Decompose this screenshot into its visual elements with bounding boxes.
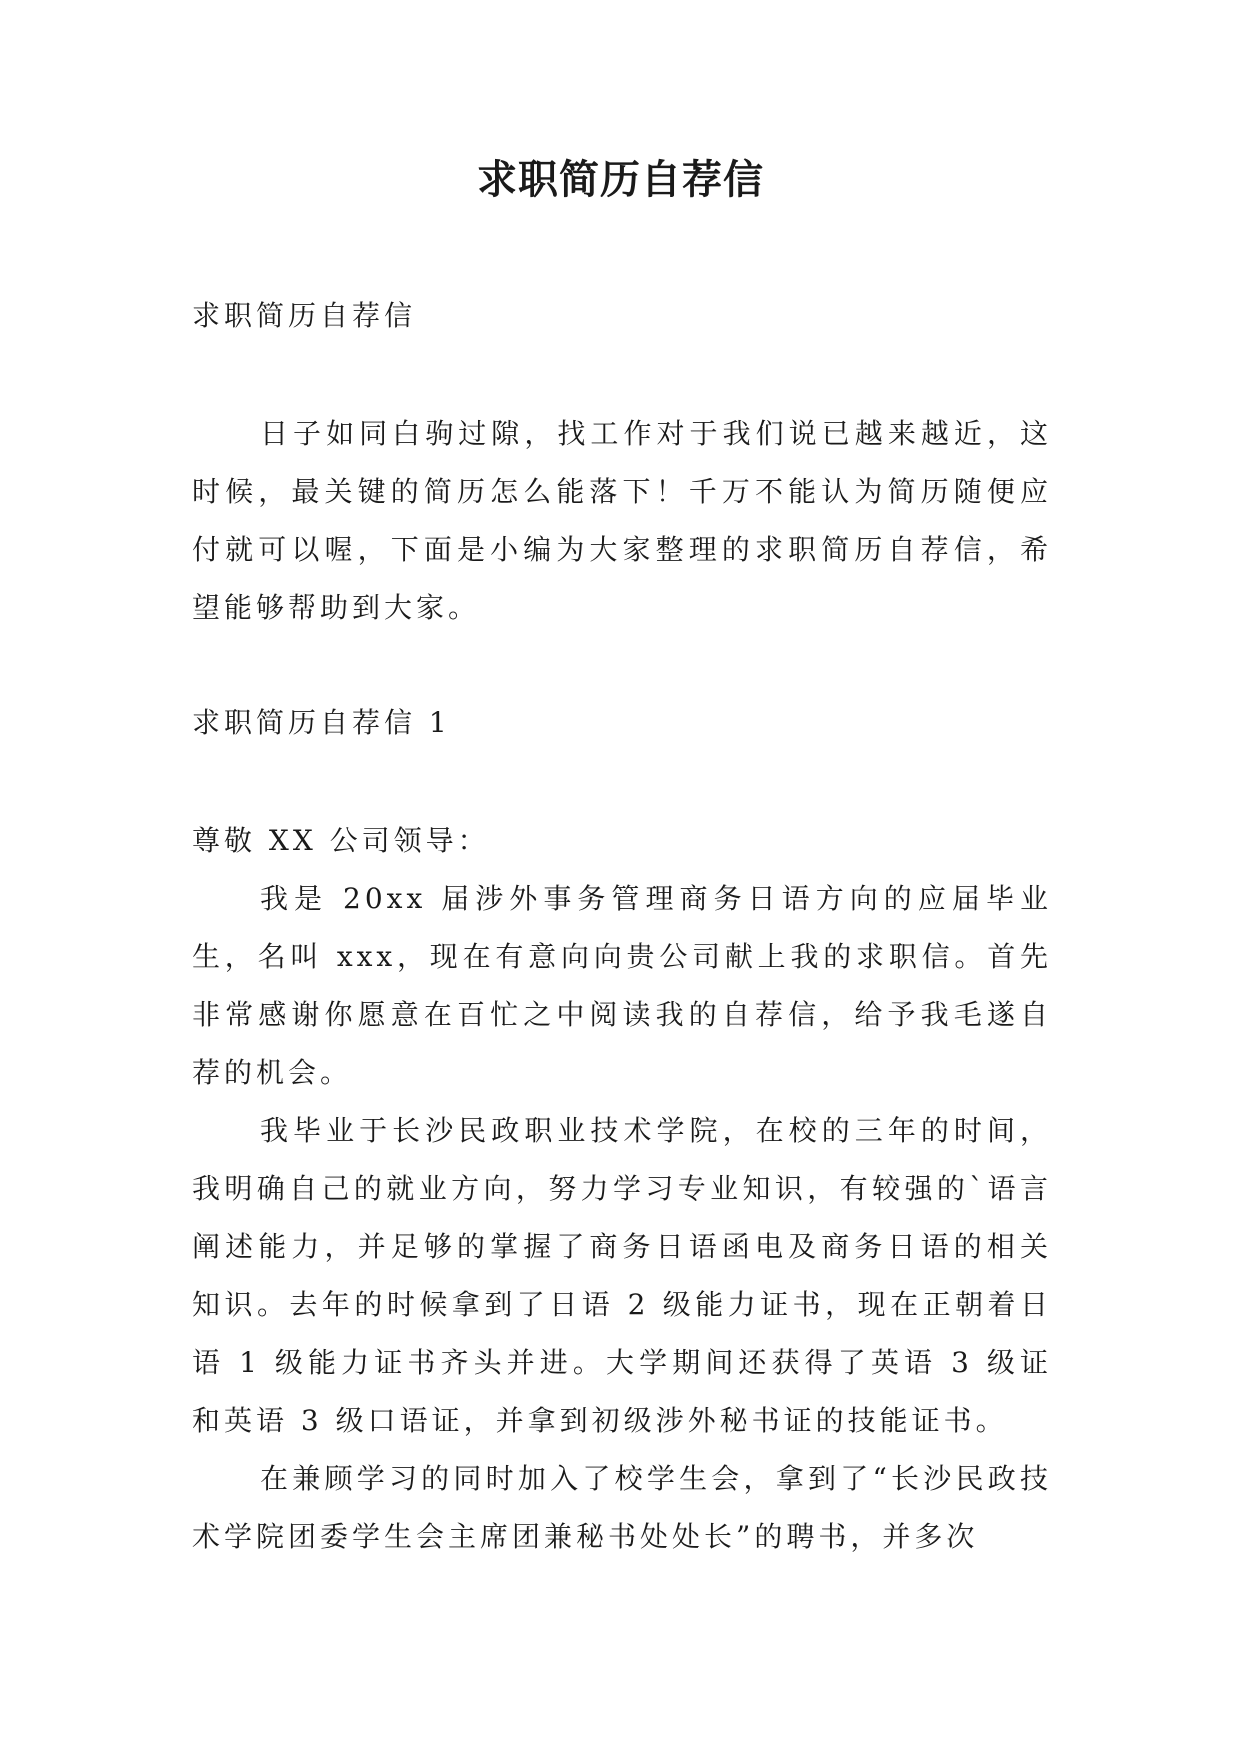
letter-paragraph-1: 我是 20xx 届涉外事务管理商务日语方向的应届毕业生，名叫 xxx，现在有意向向贵公司献上我的求职信。首先非常感谢你愿意在百忙之中阅读我的自荐信，给予我毛遂自荐的机会。 [192, 882, 1052, 1089]
document-title: 求职简历自荐信 [477, 157, 764, 203]
letter-heading: 求职简历自荐信 1 [192, 706, 451, 739]
document-subtitle: 求职简历自荐信 [192, 299, 417, 332]
letter-paragraph-3: 在兼顾学习的同时加入了校学生会，拿到了“长沙民政技术学院团委学生会主席团兼秘书处处长”的聘书，并多次 [192, 1462, 1052, 1553]
letter-salutation: 尊敬 XX 公司领导： [192, 824, 490, 857]
intro-paragraph: 日子如同白驹过隙，找工作对于我们说已越来越近，这时候，最关键的简历怎么能落下！千万不能认为简历随便应付就可以喔，下面是小编为大家整理的求职简历自荐信，希望能够帮助到大家。 [192, 417, 1052, 624]
letter-paragraph-2: 我毕业于长沙民政职业技术学院，在校的三年的时间，我明确自己的就业方向，努力学习专业知识，有较强的`语言阐述能力，并足够的掌握了商务日语函电及商务日语的相关知识。去年的时候拿到了日语 2 级能力证书，现在正朝着日语 1 级能力证书齐头并进。大学期间还获得了英语 3 级证和英语 3 级口语证，并拿到初级涉外秘书证的技能证书。 [192, 1114, 1052, 1437]
